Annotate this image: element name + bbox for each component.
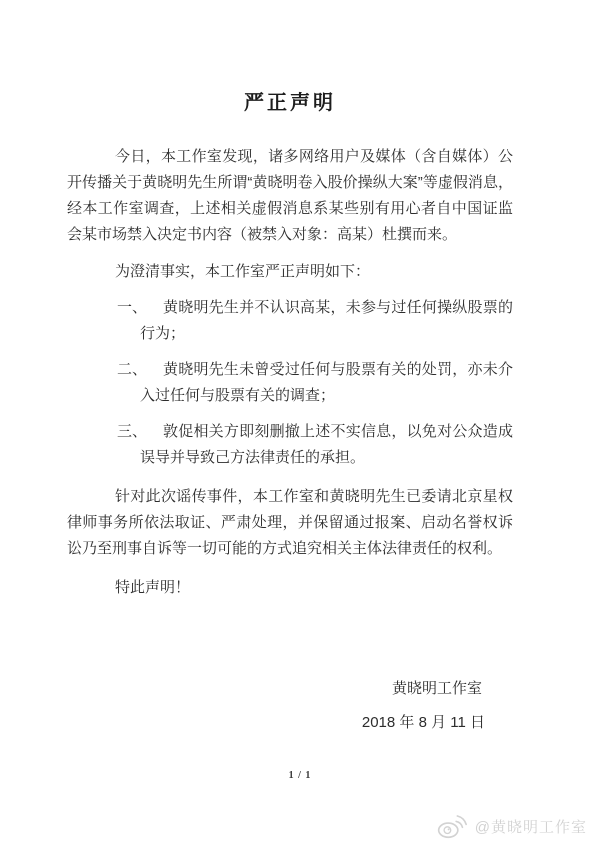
page-number: 1 / 1 xyxy=(288,770,312,781)
statement-item-1 xyxy=(67,295,513,347)
weibo-watermark xyxy=(437,813,587,839)
signature-date: 2018 年 8 月 11 日 xyxy=(361,714,485,731)
signature-studio-name: 黄晓明工作室 xyxy=(391,680,482,697)
watermark-text: @黄晓明工作室 xyxy=(474,818,587,836)
paragraph-clarify-lead: 为澄清事实，本工作室严正声明如下： xyxy=(115,263,371,280)
document-body xyxy=(67,0,513,736)
paragraph-intro: 今日，本工作室发现，诸多网络用户及媒体（含自媒体）公开传播关于黄晓明先生所谓“黄晓明卷入股价操纵大案”等虚假消息，经本工作室调查，上述相关虚假消息系某些别有用心者自中国证监会某市场禁入决定书内容（被禁入对象：高某）杜撰而来。 xyxy=(67,148,513,243)
statement-item-1-text: 黄晓明先生并不认识高某，未参与过任何操纵股票的行为； xyxy=(140,299,513,342)
statement-item-1-marker: 一、 xyxy=(117,299,148,316)
paragraph-closing: 特此声明！ xyxy=(115,579,191,596)
statement-item-3 xyxy=(67,419,513,471)
paragraph-legal-action: 针对此次谣传事件，本工作室和黄晓明先生已委请北京星权律师事务所依法取证、严肃处理，并保留通过报案、启动名誉权诉讼乃至刑事自诉等一切可能的方式追究相关主体法律责任的权利。 xyxy=(67,488,513,557)
document-title: 严正声明 xyxy=(244,92,336,114)
weibo-icon xyxy=(437,813,467,839)
statement-item-3-marker: 三、 xyxy=(117,423,148,440)
statement-item-2-marker: 二、 xyxy=(117,361,148,378)
statement-item-3-text: 敦促相关方即刻删撤上述不实信息，以免对公众造成误导并导致己方法律责任的承担。 xyxy=(140,423,513,466)
statement-item-2 xyxy=(67,357,513,409)
statement-item-2-text: 黄晓明先生未曾受过任何与股票有关的处罚，亦未介入过任何与股票有关的调查； xyxy=(140,361,513,404)
